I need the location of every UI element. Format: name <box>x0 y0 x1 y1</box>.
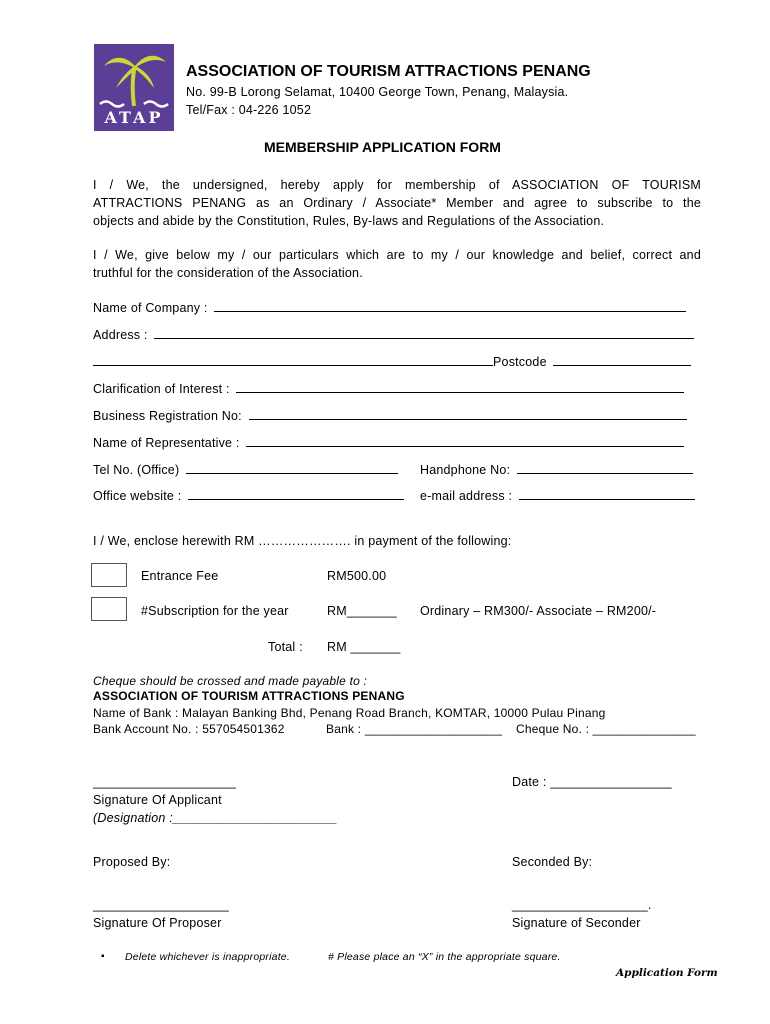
postcode-label: Postcode <box>493 355 547 369</box>
intro-p1-line3: objects and abide by the Constitution, Rules, By-laws and Regulations of the Association. <box>93 214 605 228</box>
seconder-signature-label: Signature of Seconder <box>512 916 641 930</box>
website-label: Office website : <box>93 489 182 503</box>
total-amount: RM _______ <box>327 640 401 654</box>
address-field <box>93 327 694 342</box>
intro-paragraph-1 <box>93 176 701 230</box>
address-line2-input[interactable] <box>93 354 493 366</box>
page-title: MEMBERSHIP APPLICATION FORM <box>264 139 501 155</box>
org-telfax: Tel/Fax : 04-226 1052 <box>186 103 312 117</box>
tel-office-input[interactable] <box>186 462 398 474</box>
applicant-signature-label: Signature Of Applicant <box>93 793 222 807</box>
cheque-note: Cheque should be crossed and made payable to : <box>93 674 368 688</box>
handphone-label: Handphone No: <box>420 463 511 477</box>
entrance-fee-amount: RM500.00 <box>327 569 387 583</box>
subscription-checkbox[interactable] <box>91 597 127 621</box>
brn-field <box>93 408 687 423</box>
handphone-input[interactable] <box>517 462 693 474</box>
company-input[interactable] <box>214 300 686 312</box>
enclose-text: I / We, enclose herewith RM …………………. in payment of the following: <box>93 534 512 548</box>
representative-input[interactable] <box>246 435 684 447</box>
org-name: ASSOCIATION OF TOURISM ATTRACTIONS PENANG <box>186 63 591 80</box>
proposed-by-label: Proposed By: <box>93 855 171 869</box>
org-address: No. 99-B Lorong Selamat, 10400 George Town, Penang, Malaysia. <box>186 85 569 99</box>
proposer-signature-line[interactable]: ___________________ <box>93 898 229 912</box>
brn-label: Business Registration No: <box>93 409 242 423</box>
intro-p1-line2: ATTRACTIONS PENANG as an Ordinary / Associate* Member and agree to subscribe to the <box>93 196 701 210</box>
representative-label: Name of Representative : <box>93 436 240 450</box>
seconder-signature-line[interactable]: ___________________. <box>512 898 652 912</box>
intro-paragraph-2 <box>93 246 701 282</box>
address-label: Address : <box>93 328 148 342</box>
representative-field <box>93 435 684 450</box>
email-label: e-mail address : <box>420 489 513 503</box>
subscription-note: Ordinary – RM300/- Associate – RM200/- <box>420 604 657 618</box>
subscription-label: #Subscription for the year <box>141 604 289 618</box>
website-field <box>93 488 404 503</box>
website-input[interactable] <box>188 488 404 500</box>
entrance-fee-checkbox[interactable] <box>91 563 127 587</box>
address-input[interactable] <box>154 327 694 339</box>
delete-note: Delete whichever is inappropriate. <box>125 951 290 963</box>
designation-field[interactable]: (Designation :_______________________ <box>93 811 338 825</box>
email-field <box>420 488 695 503</box>
subscription-amount: RM_______ <box>327 604 397 618</box>
cheque-payee: ASSOCIATION OF TOURISM ATTRACTIONS PENANG <box>93 689 405 703</box>
date-field[interactable]: Date : _________________ <box>512 775 672 789</box>
x-note: # Please place an “X” in the appropriate square. <box>328 951 561 963</box>
postcode-input[interactable] <box>553 354 691 366</box>
entrance-fee-label: Entrance Fee <box>141 569 219 583</box>
applicant-signature-line[interactable]: ____________________ <box>93 775 237 789</box>
address-line2-field <box>93 354 691 369</box>
email-input[interactable] <box>519 488 695 500</box>
tel-office-field <box>93 462 398 477</box>
bank-account: Bank Account No. : 557054501362 <box>93 722 285 736</box>
form-label: Application Form <box>616 967 718 979</box>
bank-field: Bank : ____________________ <box>326 722 503 736</box>
interest-label: Clarification of Interest : <box>93 382 230 396</box>
cheque-no-field: Cheque No. : _______________ <box>516 722 696 736</box>
seconded-by-label: Seconded By: <box>512 855 593 869</box>
intro-p2-line2: truthful for the consideration of the Association. <box>93 266 363 280</box>
atap-logo <box>94 44 174 131</box>
intro-p1-line1: I / We, the undersigned, hereby apply for membership of ASSOCIATION OF TOURISM <box>93 178 701 192</box>
proposer-signature-label: Signature Of Proposer <box>93 916 222 930</box>
interest-input[interactable] <box>236 381 684 393</box>
bank-name: Name of Bank : Malayan Banking Bhd, Penang Road Branch, KOMTAR, 10000 Pulau Pinang <box>93 706 606 720</box>
tel-office-label: Tel No. (Office) <box>93 463 180 477</box>
company-field <box>93 300 686 315</box>
brn-input[interactable] <box>249 408 687 420</box>
company-label: Name of Company : <box>93 301 208 315</box>
handphone-field <box>420 462 693 477</box>
total-label: Total : <box>268 640 303 654</box>
bullet-icon: ▪ <box>101 951 105 962</box>
interest-field <box>93 381 684 396</box>
logo-text: ATAP <box>104 108 164 127</box>
intro-p2-line1: I / We, give below my / our particulars which are to my / our knowledge and belief, correct and <box>93 248 701 262</box>
